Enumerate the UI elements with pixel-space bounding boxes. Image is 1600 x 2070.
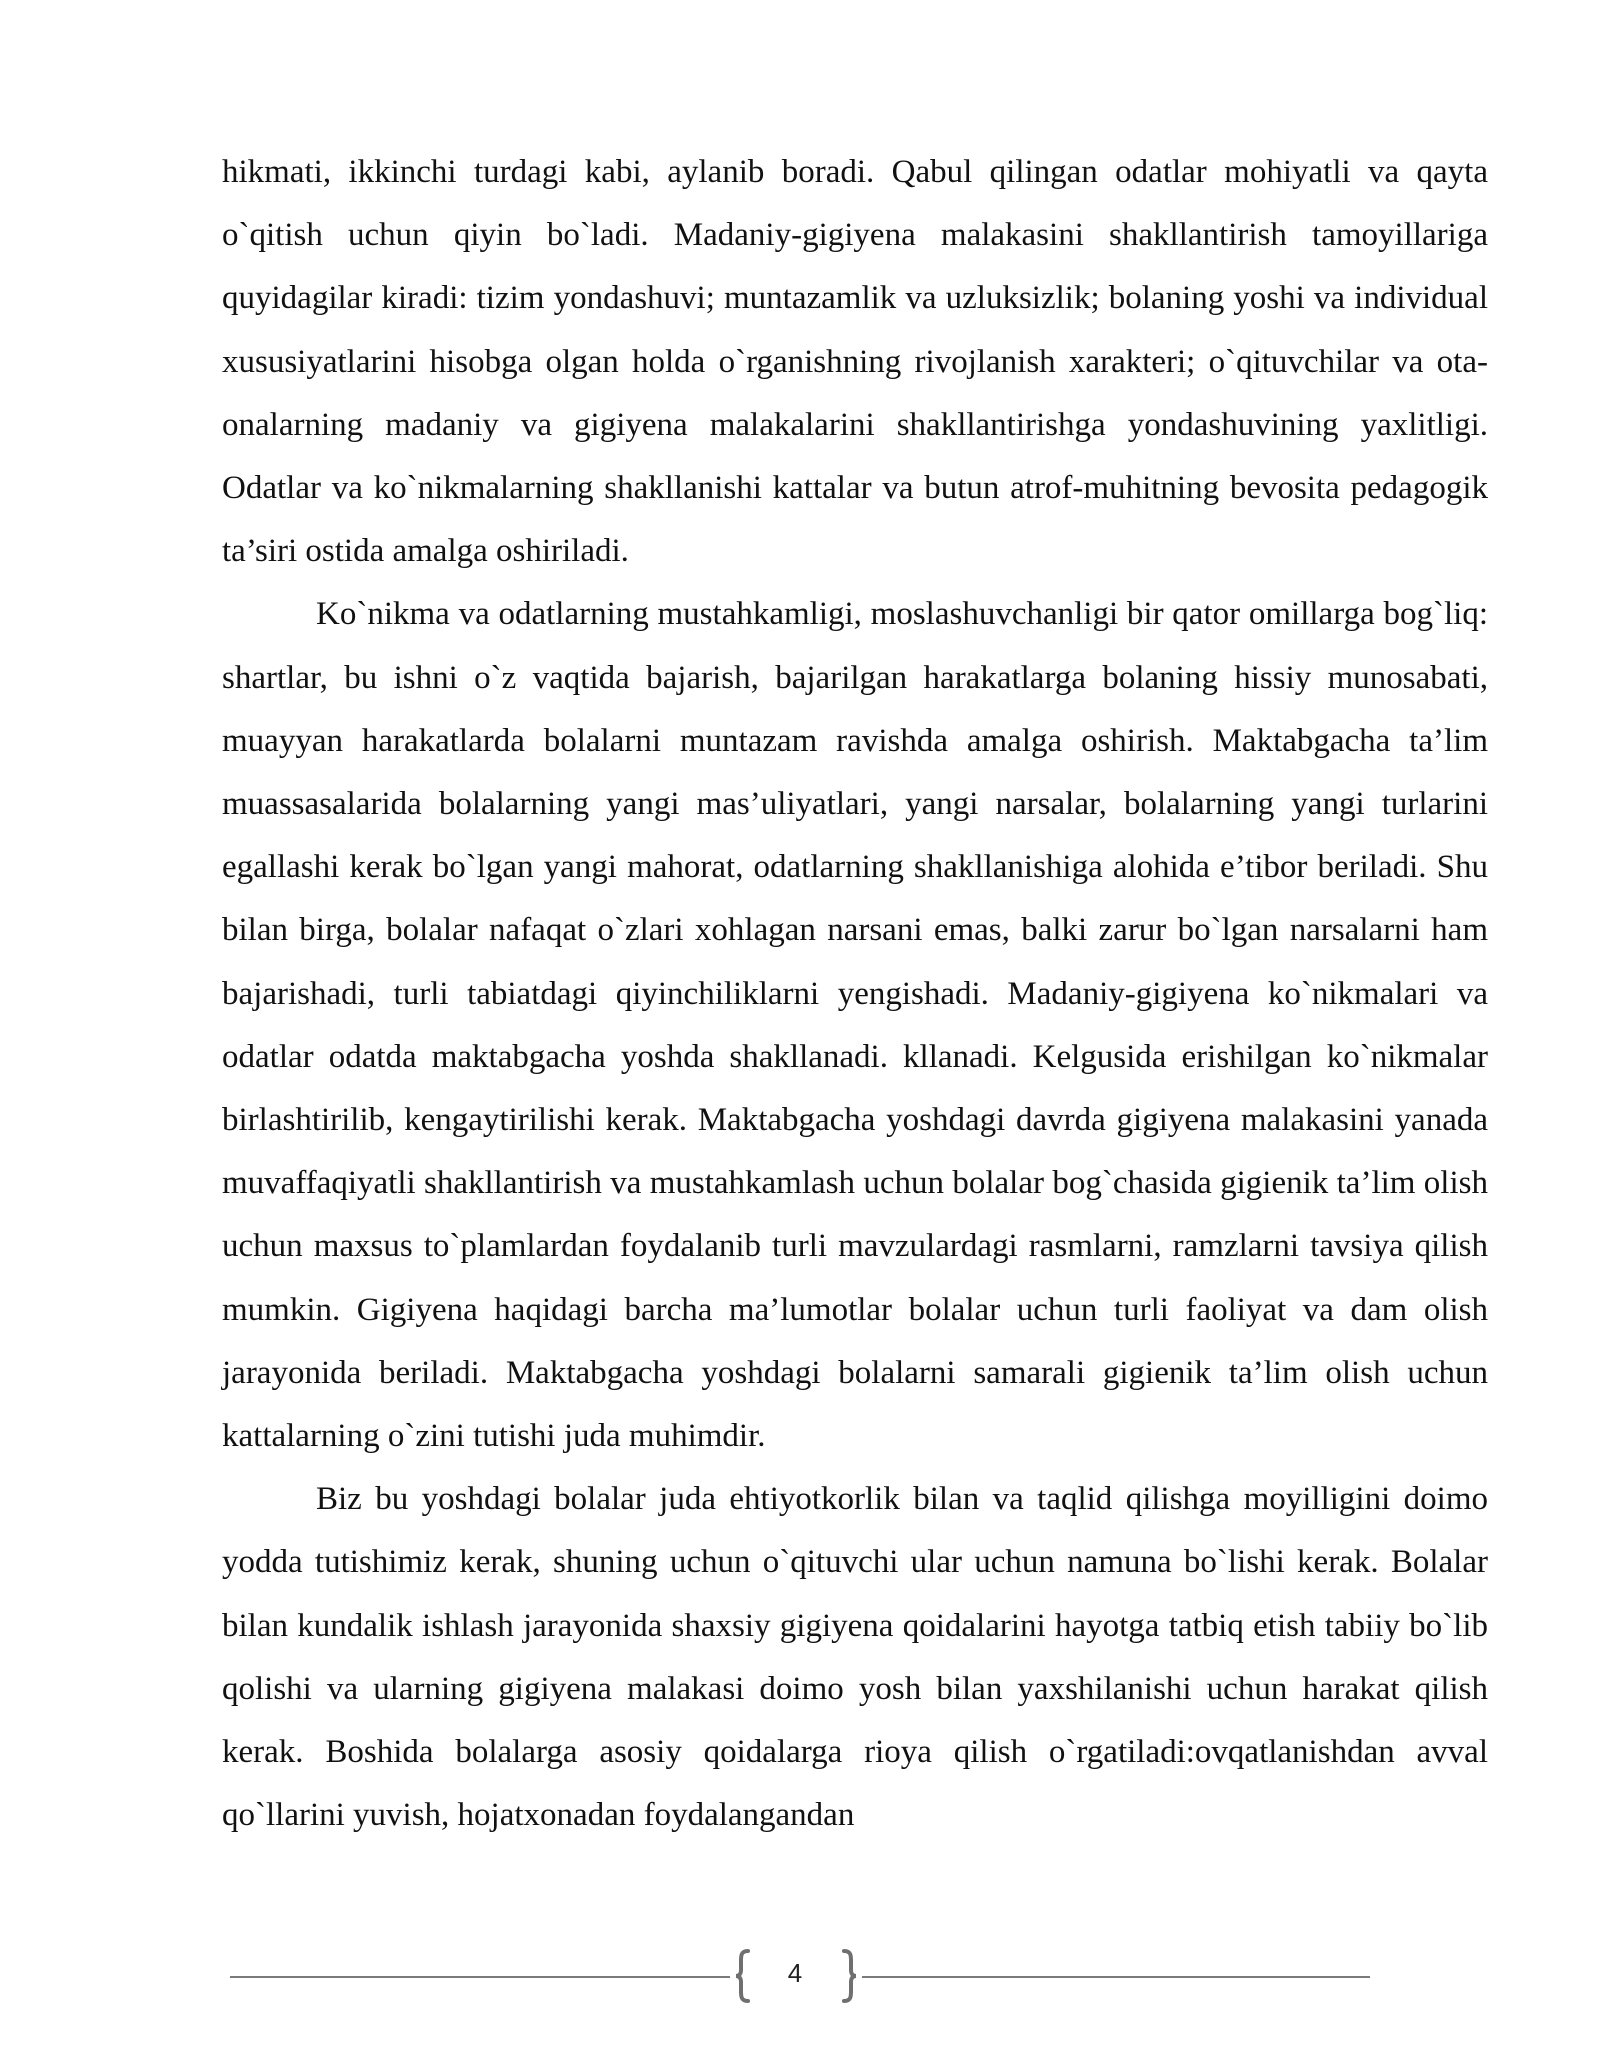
page-number: 4	[787, 1958, 803, 1988]
footer-left-rule	[230, 1976, 730, 1978]
left-brace-icon	[732, 1948, 754, 2004]
page-footer	[230, 1948, 1370, 2008]
paragraph-3: Biz bu yoshdagi bolalar juda ehtiyotkorlik bilan va taqlid qilishga moyilligini doimo yodda tutishimiz kerak, shuning uchun o`qituvchi ular uchun namuna bo`lishi kerak. Bolalar bilan kundalik ishlash jarayonida shaxsiy gigiyena qoidalarini hayotga tatbiq etish tabiiy bo`lib qolishi va ularning gigiyena malakasi doimo yosh bilan yaxshilanishi uchun harakat qilish kerak. Boshida bolalarga asosiy qoidalarga rioya qilish o`rgatiladi:ovqatlanishdan avval qo`llarini yuvish, hojatxonadan foydalangandan	[222, 1481, 1488, 1834]
footer-right-rule	[862, 1976, 1370, 1978]
paragraph-1: hikmati, ikkinchi turdagi kabi, aylanib boradi. Qabul qilingan odatlar mohiyatli va qayta o`qitish uchun qiyin bo`ladi. Madaniy-gigiyena malakasini shakllantirish tamoyillariga quyidagilar kiradi: tizim yondashuvi; muntazamlik va uzluksizlik; bolaning yoshi va individual xususiyatlarini hisobga olgan holda o`rganishning rivojlanish xarakteri; o`qituvchilar va ota-onalarning madaniy va gigiyena malakalarini shakllantirishga yondashuvining yaxlitligi. Odatlar va ko`nikmalarning shakllanishi kattalar va butun atrof-muhitning bevosita pedagogik ta’siri ostida amalga oshiriladi.	[222, 154, 1488, 570]
paragraph-2: Ko`nikma va odatlarning mustahkamligi, moslashuvchanligi bir qator omillarga bog`liq: shartlar, bu ishni o`z vaqtida bajarish, bajarilgan harakatlarga bolaning hissiy munosabati, muayyan harakatlarda bolalarni muntazam ravishda amalga oshirish. Maktabgacha ta’lim muassasalarida bolalarning yangi mas’uliyatlari, yangi narsalar, bolalarning yangi turlarini egallashi kerak bo`lgan yangi mahorat, odatlarning shakllanishiga alohida e’tibor beriladi. Shu bilan birga, bolalar nafaqat o`zlari xohlagan narsani emas, balki zarur bo`lgan narsalarni ham bajarishadi, turli tabiatdagi qiyinchiliklarni yengishadi. Madaniy-gigiyena ko`nikmalari va odatlar odatda maktabgacha yoshda shakllanadi. kllanadi. Kelgusida erishilgan ko`nikmalar birlashtirilib, kengaytirilishi kerak. Maktabgacha yoshdagi davrda gigiyena malakasini yanada muvaffaqiyatli shakllantirish va mustahkamlash uchun bolalar bog`chasida gigienik ta’lim olish uchun maxsus to`plamlardan foydalanib turli mavzulardagi rasmlarni, ramzlarni tavsiya qilish mumkin. Gigiyena haqidagi barcha ma’lumotlar bolalar uchun turli faoliyat va dam olish jarayonida beriladi. Maktabgacha yoshdagi bolalarni samarali gigienik ta’lim olish uchun kattalarning o`zini tutishi juda muhimdir.	[222, 596, 1488, 1455]
document-body	[222, 141, 1488, 1847]
right-brace-icon	[838, 1948, 860, 2004]
